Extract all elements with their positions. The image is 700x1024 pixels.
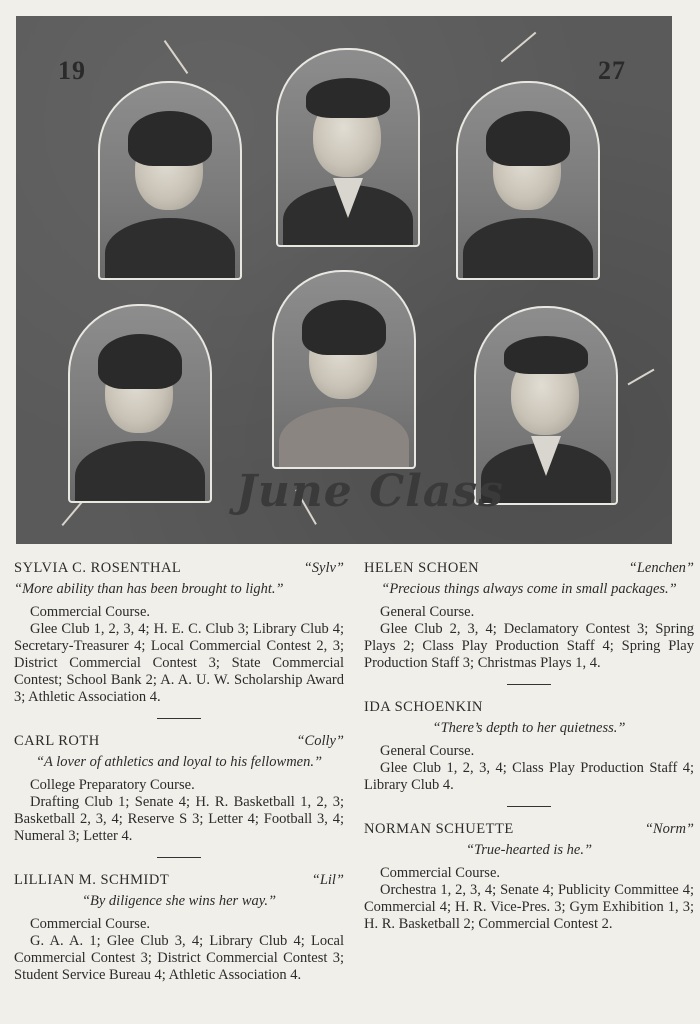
left-column [14,560,344,990]
student-activities: Glee Club 1, 2, 3, 4; Class Play Production Staff 4; Library Club 4. [364,760,694,793]
photo-panel [16,16,672,544]
student-motto: “A lover of athletics and loyal to his fellowmen.” [35,754,323,770]
right-column [364,560,694,939]
student-nickname: “Colly” [296,733,344,749]
divider [157,718,201,719]
student-motto: “True-hearted is he.” [465,842,593,858]
student-motto: “More ability than has been brought to light.” [14,581,284,597]
crack-decoration [628,369,655,386]
student-activities: Glee Club 2, 3, 4; Declamatory Contest 3; Spring Plays 2; Class Play Production Staff 4; Spring Play Production Staff 3; Christmas Plays 1, 4. [364,621,694,671]
student-course: Commercial Course. [30,604,151,620]
student-motto: “There’s depth to her quietness.” [432,720,626,736]
student-entry [14,560,344,706]
student-nickname: “Lil” [311,872,344,888]
student-course: General Course. [380,743,475,759]
student-name: SYLVIA C. ROSENTHAL [14,560,182,576]
student-entry [364,560,694,672]
student-name: HELEN SCHOEN [364,560,480,576]
student-nickname: “Sylv” [303,560,344,576]
divider [157,857,201,858]
student-name: CARL ROTH [14,733,100,749]
student-activities: Glee Club 1, 2, 3, 4; H. E. C. Club 3; Library Club 4; Secretary-Treasurer 4; Local Commercial Contest 2, 3; District Commercial Contest 3; State Commercial Contest; School Bank 2; A. A. U. W. Scholarship Award 3; Athletic Association 4. [14,621,344,705]
student-name: IDA SCHOENKIN [364,699,483,715]
student-motto: “By diligence she wins her way.” [81,893,277,909]
crack-decoration [164,40,189,74]
student-activities: G. A. A. 1; Glee Club 3, 4; Library Club 4; Local Commercial Contest 3; District Commercial Contest 3; Student Service Bureau 4; Athletic Association 4. [14,933,344,983]
student-entry [364,821,694,933]
student-entry [364,699,694,794]
student-course: Commercial Course. [30,916,151,932]
student-nickname: “Norm” [644,821,694,837]
crack-decoration [501,32,537,62]
portrait-helen-schoen [456,81,600,280]
student-course: Commercial Course. [380,865,501,881]
student-course: General Course. [380,604,475,620]
portrait-sylvia-rosenthal [98,81,242,280]
year-left: 19 [58,56,86,85]
student-name: NORMAN SCHUETTE [364,821,514,837]
divider [507,684,551,685]
student-nickname: “Lenchen” [628,560,694,576]
portrait-ida-schoenkin [272,270,416,469]
class-title: June Class [236,466,504,517]
student-course: College Preparatory Course. [30,777,195,793]
student-entry [14,872,344,984]
portrait-carl-roth [276,48,420,247]
student-activities: Orchestra 1, 2, 3, 4; Senate 4; Publicity Committee 4; Commercial 4; H. R. Vice-Pres. 3; Gym Exhibition 1, 3; H. R. Basketball 2; Commercial Contest 2. [364,882,694,932]
student-entry [14,733,344,845]
student-motto: “Precious things always come in small packages.” [381,581,677,597]
divider [507,806,551,807]
student-name: LILLIAN M. SCHMIDT [14,872,170,888]
year-right: 27 [598,56,626,85]
portrait-lillian-schmidt [68,304,212,503]
student-activities: Drafting Club 1; Senate 4; H. R. Basketball 1, 2, 3; Basketball 2, 3, 4; Reserve S 3; Letter 4; Football 3, 4; Numeral 3; Letter 4. [14,794,344,844]
